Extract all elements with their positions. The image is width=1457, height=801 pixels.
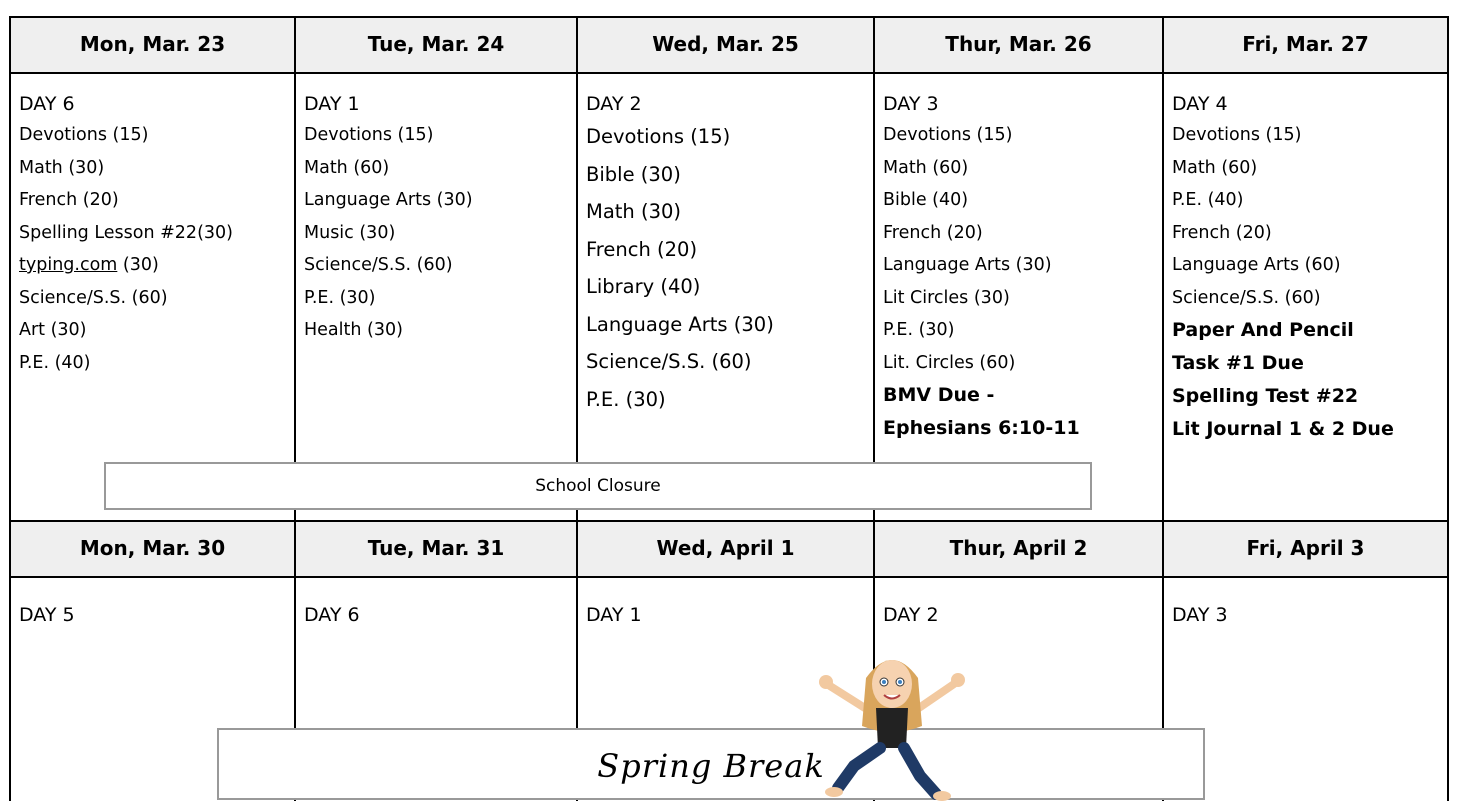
subject-item: Bible (30) [586,162,681,186]
subject-item: Devotions (15) [883,125,1013,145]
subject-item: Math (60) [883,157,969,178]
subject-item: Devotions (15) [1172,125,1302,145]
subject-list [1172,119,1447,446]
subject-list [304,119,576,347]
day-label: DAY 5 [19,604,75,626]
subject-item [19,249,294,282]
subject-item: P.E. (30) [304,287,376,308]
day-label: DAY 6 [304,604,360,626]
school-closure-banner: School Closure [104,462,1092,510]
day-label: DAY 4 [1172,93,1228,115]
typing-link[interactable]: typing.com [19,255,118,275]
day-label: DAY 2 [883,604,939,626]
day-cell-tue-mar-31 [296,578,576,628]
subject-item: French (20) [883,222,983,243]
subject-item: P.E. (40) [1172,190,1244,210]
week1-header-tue: Tue, Mar. 24 [367,32,505,56]
day-label: DAY 1 [586,604,642,626]
subject-item: Lit Circles (30) [883,287,1010,308]
subject-item: Language Arts (30) [586,312,774,336]
subject-item: Bible (40) [883,190,969,210]
week2-header-mon: Mon, Mar. 30 [79,536,226,560]
week1-header-fri: Fri, Mar. 27 [1242,32,1369,56]
week2-header-wed: Wed, April 1 [656,536,795,560]
subject-item: Math (60) [1172,157,1258,178]
subject-item: Music (30) [304,222,396,243]
subject-item: Science/S.S. (60) [304,255,453,275]
due-item: Paper And Pencil [1172,319,1354,341]
due-item: Task #1 Due [1172,352,1304,374]
day-label: DAY 6 [19,93,75,115]
week1-header-thu: Thur, Mar. 26 [945,32,1092,56]
day-cell-thu-mar-26 [875,74,1162,445]
week2-header-fri: Fri, April 3 [1246,536,1365,560]
subject-list [19,119,294,379]
subject-item: Science/S.S. (60) [19,287,168,308]
week2-header-thu: Thur, April 2 [949,536,1088,560]
subject-item: Library (40) [586,275,701,298]
due-item: BMV Due - [883,384,995,406]
subject-item: Lit. Circles (60) [883,352,1016,373]
due-item: Spelling Test #22 [1172,385,1359,407]
subject-list [586,118,873,418]
due-item: Lit Journal 1 & 2 Due [1172,418,1394,440]
week1-header-wed: Wed, Mar. 25 [652,32,799,56]
day-cell-mon-mar-30 [11,578,294,628]
day-cell-thu-april-2 [875,578,1162,628]
subject-item: French (20) [19,190,119,210]
subject-item: Devotions (15) [19,125,149,145]
subject-duration: (30) [117,255,159,275]
week1-header-mon: Mon, Mar. 23 [79,32,226,56]
spring-break-banner: Spring Break [217,728,1205,800]
subject-item: Math (30) [586,200,682,223]
subject-item: Devotions (15) [586,125,731,148]
week2-header-tue: Tue, Mar. 31 [367,536,505,560]
subject-item: Math (60) [304,157,390,178]
subject-item: Devotions (15) [304,125,434,145]
day-cell-mon-mar-23 [11,74,294,379]
subject-item: Language Arts (60) [1172,255,1341,275]
day-cell-wed-april-1 [578,578,873,628]
day-cell-wed-mar-25 [578,74,873,418]
day-cell-tue-mar-24 [296,74,576,347]
subject-item: Science/S.S. (60) [586,350,752,373]
subject-item: French (20) [586,237,698,261]
day-label: DAY 1 [304,93,360,115]
day-cell-fri-mar-27 [1164,74,1447,446]
day-label: DAY 3 [883,93,939,115]
subject-item: Language Arts (30) [883,255,1052,275]
subject-item: Language Arts (30) [304,190,473,210]
subject-item: P.E. (40) [19,352,91,373]
subject-item: French (20) [1172,222,1272,243]
subject-list [883,119,1162,445]
subject-item: Health (30) [304,320,403,340]
due-item: Ephesians 6:10-11 [883,417,1080,439]
subject-item: Art (30) [19,320,87,340]
subject-item: Math (30) [19,157,105,178]
subject-item: P.E. (30) [586,387,666,411]
subject-item: P.E. (30) [883,320,955,340]
subject-item: Spelling Lesson #22(30) [19,222,233,243]
subject-item: Science/S.S. (60) [1172,287,1321,308]
day-label: DAY 3 [1172,604,1228,626]
jumping-teacher-avatar-icon [808,648,978,801]
day-label: DAY 2 [586,93,642,115]
day-cell-fri-april-3 [1164,578,1447,628]
